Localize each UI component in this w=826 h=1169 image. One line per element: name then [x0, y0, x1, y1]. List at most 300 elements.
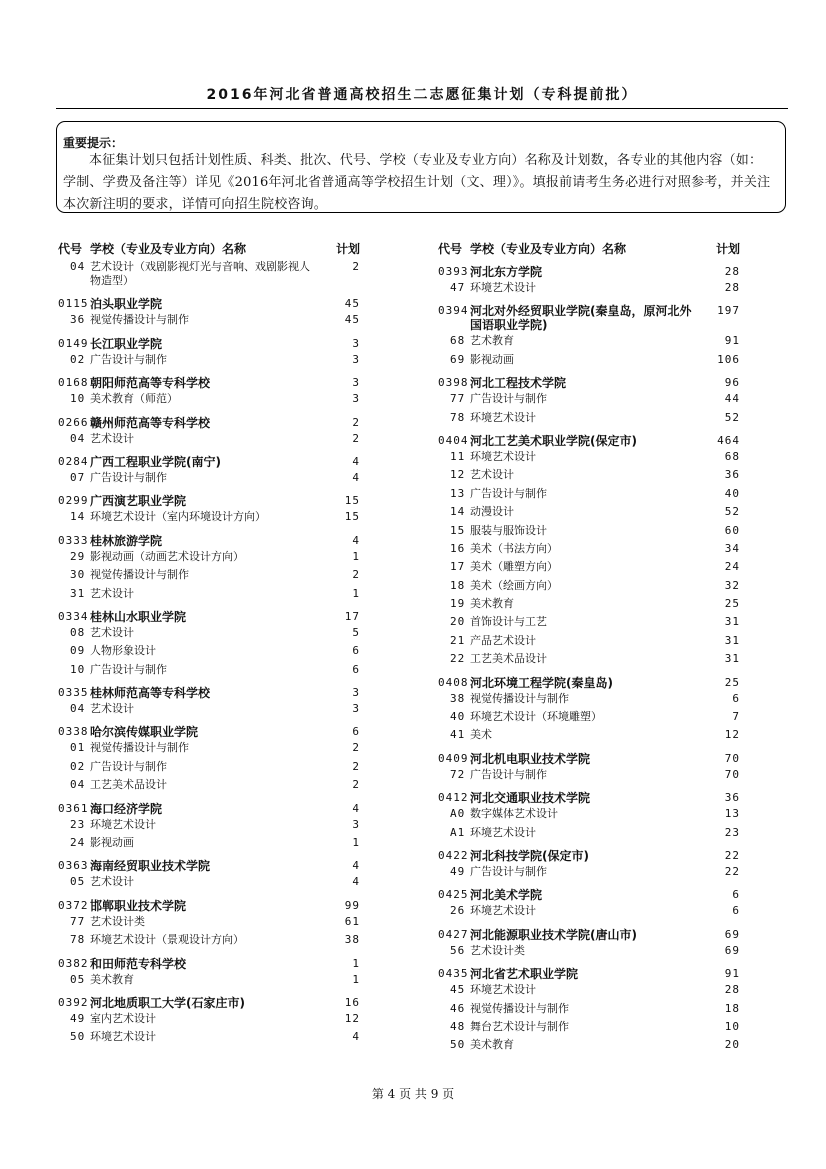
major-row	[58, 973, 360, 991]
major-plan: 20	[724, 1038, 740, 1052]
major-plan: 69	[724, 943, 740, 957]
school-code: 0168	[58, 376, 89, 390]
school-name: 朝阳师范高等专科学校	[90, 376, 211, 391]
major-plan: 10	[724, 1019, 740, 1033]
major-name: 环境艺术设计	[90, 817, 156, 831]
major-plan: 3	[352, 817, 360, 831]
school-name: 桂林山水职业学院	[90, 609, 187, 624]
school-row	[58, 297, 360, 313]
school-name: 河北环境工程学院(秦皇岛)	[470, 675, 613, 690]
school-plan: 99	[344, 898, 360, 912]
school-plan: 22	[724, 848, 740, 862]
school-code: 0299	[58, 494, 89, 508]
major-code: 11	[450, 449, 466, 463]
school-code: 0382	[58, 956, 89, 970]
major-row	[438, 353, 740, 371]
major-name: 环境艺术设计	[470, 449, 536, 463]
page-footer: 第 4 页 共 9 页	[371, 1087, 455, 1101]
school-plan: 28	[724, 265, 740, 278]
major-row	[58, 663, 360, 681]
school-plan: 69	[724, 927, 740, 941]
major-plan: 2	[352, 759, 360, 773]
major-code: 69	[450, 352, 466, 366]
school-code: 0425	[438, 888, 469, 902]
major-name: 工艺美术品设计	[90, 778, 167, 792]
major-row	[438, 1002, 740, 1020]
school-code: 0404	[438, 433, 469, 447]
major-code: 23	[70, 817, 86, 831]
major-name: 艺术设计	[470, 468, 514, 482]
major-plan: 6	[352, 644, 360, 658]
major-name: 环境艺术设计	[470, 281, 536, 294]
major-code: 21	[450, 633, 466, 647]
major-plan: 23	[724, 825, 740, 839]
school-row	[58, 494, 360, 510]
school-code: 0363	[58, 859, 89, 873]
major-row	[438, 468, 740, 486]
major-code: 40	[450, 710, 466, 724]
major-name: 艺术教育	[470, 334, 514, 348]
major-row	[58, 260, 360, 292]
major-row	[438, 826, 740, 844]
major-plan: 106	[717, 352, 740, 366]
major-name: 广告设计与制作	[470, 767, 547, 781]
major-name: 视觉传播设计与制作	[90, 568, 189, 582]
major-code: 38	[450, 691, 466, 705]
major-name: 广告设计与制作	[90, 352, 167, 366]
major-plan: 12	[724, 728, 740, 742]
major-row	[438, 487, 740, 505]
major-row	[58, 875, 360, 893]
school-plan: 36	[724, 791, 740, 805]
school-plan: 4	[352, 801, 360, 815]
school-row	[438, 849, 740, 865]
major-plan: 25	[724, 597, 740, 611]
major-name: 环境艺术设计	[470, 410, 536, 424]
school-plan: 1	[352, 956, 360, 970]
major-name: 广告设计与制作	[90, 759, 167, 773]
major-plan: 68	[724, 449, 740, 463]
major-plan: 4	[352, 875, 360, 889]
school-code: 0333	[58, 533, 89, 547]
major-plan: 22	[724, 864, 740, 878]
major-plan: 28	[724, 983, 740, 997]
school-code: 0284	[58, 454, 89, 468]
major-row	[58, 1012, 360, 1030]
right-column	[438, 236, 740, 1057]
major-name: 环境艺术设计	[90, 1030, 156, 1044]
major-plan: 6	[352, 662, 360, 676]
major-row	[58, 778, 360, 796]
major-row	[58, 933, 360, 951]
major-code: 12	[450, 468, 466, 482]
major-row	[58, 432, 360, 450]
major-code: 68	[450, 334, 466, 348]
major-code: 17	[450, 560, 466, 574]
major-row	[438, 579, 740, 597]
major-name: 工艺美术品设计	[470, 652, 547, 666]
school-row	[58, 455, 360, 471]
school-row	[438, 434, 740, 450]
school-name: 桂林旅游学院	[90, 533, 163, 548]
school-row	[438, 676, 740, 692]
major-plan: 1	[352, 549, 360, 563]
school-name: 泊头职业学院	[90, 297, 163, 312]
school-row	[58, 416, 360, 432]
school-plan: 45	[344, 297, 360, 311]
major-plan: 1	[352, 586, 360, 600]
major-code: 24	[70, 836, 86, 850]
major-row	[438, 597, 740, 615]
major-code: 31	[70, 586, 86, 600]
major-row	[58, 836, 360, 854]
school-row	[58, 534, 360, 550]
major-row	[58, 313, 360, 331]
school-name: 河北地质职工大学(石家庄市)	[90, 995, 245, 1010]
major-name: 产品艺术设计	[470, 633, 536, 647]
major-row	[438, 652, 740, 670]
major-row	[438, 710, 740, 728]
major-name: 首饰设计与工艺	[470, 615, 547, 629]
major-plan: 2	[352, 260, 360, 273]
major-name: 美术教育	[90, 972, 134, 986]
major-code: 49	[70, 1011, 86, 1025]
major-name: 视觉传播设计与制作	[90, 313, 189, 327]
major-row	[438, 807, 740, 825]
school-name: 河北工程技术学院	[470, 376, 567, 391]
notice-body: 本征集计划只包括计划性质、科类、批次、代号、学校（专业及专业方向）名称及计划数，各专业的其他内容（如：学制、学费及备注等）详见《2016年河北省普通高等学校招生计划（文、理）》。填报前请考生务必进行对照参考，并关注本次新注明的要求，详情可向招生院校咨询。	[63, 153, 771, 212]
major-plan: 32	[724, 578, 740, 592]
major-code: 18	[450, 578, 466, 592]
major-plan: 6	[732, 691, 740, 705]
major-plan: 5	[352, 625, 360, 639]
major-plan: 18	[724, 1001, 740, 1015]
school-plan: 25	[724, 675, 740, 689]
major-name: 舞台艺术设计与制作	[470, 1019, 569, 1033]
header-plan: 计划	[715, 241, 740, 256]
school-plan: 96	[724, 376, 740, 390]
major-plan: 1	[352, 972, 360, 986]
major-name: 视觉传播设计与制作	[470, 1001, 569, 1015]
major-row	[438, 865, 740, 883]
school-row	[438, 791, 740, 807]
major-row	[58, 741, 360, 759]
major-name: 广告设计与制作	[470, 392, 547, 406]
school-name: 长江职业学院	[90, 336, 163, 351]
major-name: 美术（绘画方向）	[470, 578, 558, 592]
major-row	[58, 353, 360, 371]
major-name: 影视动画	[90, 836, 134, 850]
major-name: 人物形象设计	[90, 644, 156, 658]
major-code: 22	[450, 652, 466, 666]
right-rows	[438, 265, 740, 1057]
major-row	[438, 615, 740, 633]
major-name: 动漫设计	[470, 505, 514, 519]
major-row	[438, 634, 740, 652]
major-plan: 2	[352, 778, 360, 792]
major-code: 49	[450, 864, 466, 878]
major-code: 47	[450, 281, 466, 294]
major-row	[438, 1020, 740, 1038]
major-row	[58, 760, 360, 778]
major-code: 04	[70, 431, 86, 445]
school-row	[438, 967, 740, 983]
major-code: 19	[450, 597, 466, 611]
major-name: 艺术设计	[90, 431, 134, 445]
major-name: 环境艺术设计	[470, 825, 536, 839]
major-name: 视觉传播设计与制作	[470, 691, 569, 705]
major-plan: 4	[352, 470, 360, 484]
school-name: 海南经贸职业技术学院	[90, 859, 211, 874]
major-code: 09	[70, 644, 86, 658]
major-row	[438, 524, 740, 542]
major-row	[438, 411, 740, 429]
major-name: 环境艺术设计	[470, 983, 536, 997]
major-code: 08	[70, 625, 86, 639]
school-name: 哈尔滨传媒职业学院	[90, 725, 199, 740]
major-name: 美术教育（师范）	[90, 392, 178, 406]
school-name: 桂林师范高等专科学校	[90, 686, 211, 701]
major-code: 46	[450, 1001, 466, 1015]
major-code: 50	[70, 1030, 86, 1044]
major-name: 环境艺术设计（室内环境设计方向）	[90, 510, 266, 524]
school-code: 0266	[58, 415, 89, 429]
major-row	[438, 505, 740, 523]
major-plan: 31	[724, 633, 740, 647]
major-code: 04	[70, 702, 86, 716]
major-row	[438, 692, 740, 710]
major-name: 艺术设计	[90, 702, 134, 716]
major-plan: 31	[724, 652, 740, 666]
school-row	[58, 899, 360, 915]
major-name: 广告设计与制作	[470, 864, 547, 878]
school-name: 河北机电职业技术学院	[470, 751, 591, 766]
major-row	[438, 542, 740, 560]
major-code: 04	[70, 778, 86, 792]
major-code: 77	[70, 914, 86, 928]
major-plan: 7	[732, 710, 740, 724]
school-name: 河北美术学院	[470, 888, 543, 903]
major-row	[58, 587, 360, 605]
major-code: A0	[450, 807, 466, 821]
major-plan: 2	[352, 431, 360, 445]
school-plan: 4	[352, 859, 360, 873]
major-code: 02	[70, 759, 86, 773]
school-plan: 3	[352, 686, 360, 700]
school-row	[58, 337, 360, 353]
school-code: 0334	[58, 609, 89, 623]
major-code: 01	[70, 741, 86, 755]
major-name: 美术（书法方向）	[470, 541, 558, 555]
major-code: 05	[70, 875, 86, 889]
major-plan: 2	[352, 568, 360, 582]
school-plan: 3	[352, 376, 360, 390]
school-plan: 16	[344, 995, 360, 1009]
major-code: 72	[450, 767, 466, 781]
major-code: 14	[70, 510, 86, 524]
major-row	[58, 568, 360, 586]
school-plan: 6	[352, 725, 360, 739]
school-name: 河北能源职业技术学院(唐山市)	[470, 927, 637, 942]
major-plan: 44	[724, 392, 740, 406]
major-name: 广告设计与制作	[90, 470, 167, 484]
major-name: 环境艺术设计（景观设计方向）	[90, 933, 244, 947]
major-plan: 38	[344, 933, 360, 947]
school-code: 0427	[438, 927, 469, 941]
major-code: 04	[70, 260, 86, 273]
school-code: 0115	[58, 297, 89, 311]
school-code: 0408	[438, 675, 469, 689]
major-plan: 6	[732, 904, 740, 918]
major-name: 视觉传播设计与制作	[90, 741, 189, 755]
major-plan: 15	[344, 510, 360, 524]
school-code: 0398	[438, 376, 469, 390]
major-plan: 45	[344, 313, 360, 327]
major-row	[438, 281, 740, 299]
table-header	[58, 236, 360, 260]
major-plan: 60	[724, 523, 740, 537]
school-plan: 4	[352, 533, 360, 547]
school-name: 和田师范专科学校	[90, 956, 187, 971]
school-code: 0361	[58, 801, 89, 815]
school-plan: 197	[717, 304, 740, 318]
major-row	[438, 944, 740, 962]
school-code: 0338	[58, 725, 89, 739]
school-row	[438, 888, 740, 904]
left-column	[58, 236, 360, 1049]
major-code: 45	[450, 983, 466, 997]
major-name: 数字媒体艺术设计	[470, 807, 558, 821]
school-code: 0422	[438, 848, 469, 862]
major-row	[58, 1030, 360, 1048]
school-row	[58, 725, 360, 741]
title-rule	[56, 108, 788, 109]
school-name: 河北工艺美术职业学院(保定市)	[470, 433, 637, 448]
school-row	[438, 304, 740, 334]
school-code: 0335	[58, 686, 89, 700]
major-plan: 12	[344, 1011, 360, 1025]
school-row	[438, 376, 740, 392]
school-code: 0149	[58, 336, 89, 350]
major-code: 14	[450, 505, 466, 519]
header-code: 代号	[58, 241, 83, 256]
school-row	[58, 686, 360, 702]
major-plan: 40	[724, 486, 740, 500]
school-plan: 15	[344, 494, 360, 508]
major-name: 环境艺术设计	[470, 904, 536, 918]
page-title: 2016年河北省普通高校招生二志愿征集计划（专科提前批）	[206, 87, 638, 103]
major-plan: 61	[344, 914, 360, 928]
major-code: 10	[70, 392, 86, 406]
major-row	[438, 728, 740, 746]
major-name: 美术	[470, 728, 492, 742]
header-name: 学校（专业及专业方向）名称	[470, 241, 627, 256]
major-row	[438, 560, 740, 578]
major-name: 美术（雕塑方向）	[470, 560, 558, 574]
major-code: 15	[450, 523, 466, 537]
school-name: 广西工程职业学院(南宁)	[90, 454, 221, 469]
major-code: 36	[70, 313, 86, 327]
school-name: 赣州师范高等专科学校	[90, 415, 211, 430]
major-row	[438, 768, 740, 786]
table-header	[438, 236, 740, 260]
major-code: 16	[450, 541, 466, 555]
school-code: 0394	[438, 304, 469, 318]
school-row	[58, 610, 360, 626]
school-name: 河北交通职业技术学院	[470, 791, 591, 806]
major-name: 艺术设计（戏剧影视灯光与音响、戏剧影视人物造型）	[90, 260, 310, 287]
major-code: 20	[450, 615, 466, 629]
major-code: 78	[450, 410, 466, 424]
major-name: 室内艺术设计	[90, 1011, 156, 1025]
school-plan: 70	[724, 751, 740, 765]
major-code: 56	[450, 943, 466, 957]
major-name: 美术教育	[470, 1038, 514, 1052]
school-code: 0435	[438, 967, 469, 981]
school-code: 0392	[58, 995, 89, 1009]
major-row	[58, 818, 360, 836]
major-plan: 2	[352, 741, 360, 755]
major-code: 26	[450, 904, 466, 918]
school-plan: 6	[732, 888, 740, 902]
major-plan: 13	[724, 807, 740, 821]
major-name: 艺术设计类	[470, 943, 525, 957]
header-plan: 计划	[335, 241, 360, 256]
major-plan: 3	[352, 702, 360, 716]
major-row	[58, 510, 360, 528]
school-code: 0412	[438, 791, 469, 805]
major-code: 13	[450, 486, 466, 500]
major-code: 41	[450, 728, 466, 742]
school-plan: 3	[352, 336, 360, 350]
school-row	[58, 957, 360, 973]
major-row	[438, 392, 740, 410]
major-row	[58, 471, 360, 489]
major-row	[438, 334, 740, 352]
major-name: 艺术设计	[90, 586, 134, 600]
major-code: A1	[450, 825, 466, 839]
school-plan: 4	[352, 454, 360, 468]
school-name: 河北科技学院(保定市)	[470, 848, 589, 863]
school-row	[58, 859, 360, 875]
major-row	[438, 904, 740, 922]
major-code: 05	[70, 972, 86, 986]
school-row	[438, 752, 740, 768]
major-code: 10	[70, 662, 86, 676]
major-name: 美术教育	[470, 597, 514, 611]
major-plan: 31	[724, 615, 740, 629]
major-row	[438, 450, 740, 468]
school-plan: 17	[344, 609, 360, 623]
school-row	[58, 802, 360, 818]
major-plan: 34	[724, 541, 740, 555]
major-name: 艺术设计类	[90, 914, 145, 928]
school-name: 河北对外经贸职业学院(秦皇岛，原河北外国语职业学院)	[470, 304, 692, 333]
school-code: 0409	[438, 751, 469, 765]
school-plan: 464	[717, 433, 740, 447]
major-name: 服装与服饰设计	[470, 523, 547, 537]
major-row	[438, 1038, 740, 1056]
header-code: 代号	[438, 241, 463, 256]
school-row	[438, 928, 740, 944]
school-name: 邯郸职业技术学院	[90, 898, 187, 913]
major-plan: 52	[724, 410, 740, 424]
major-name: 广告设计与制作	[90, 662, 167, 676]
major-plan: 24	[724, 560, 740, 574]
major-plan: 1	[352, 836, 360, 850]
major-row	[438, 983, 740, 1001]
major-code: 48	[450, 1019, 466, 1033]
